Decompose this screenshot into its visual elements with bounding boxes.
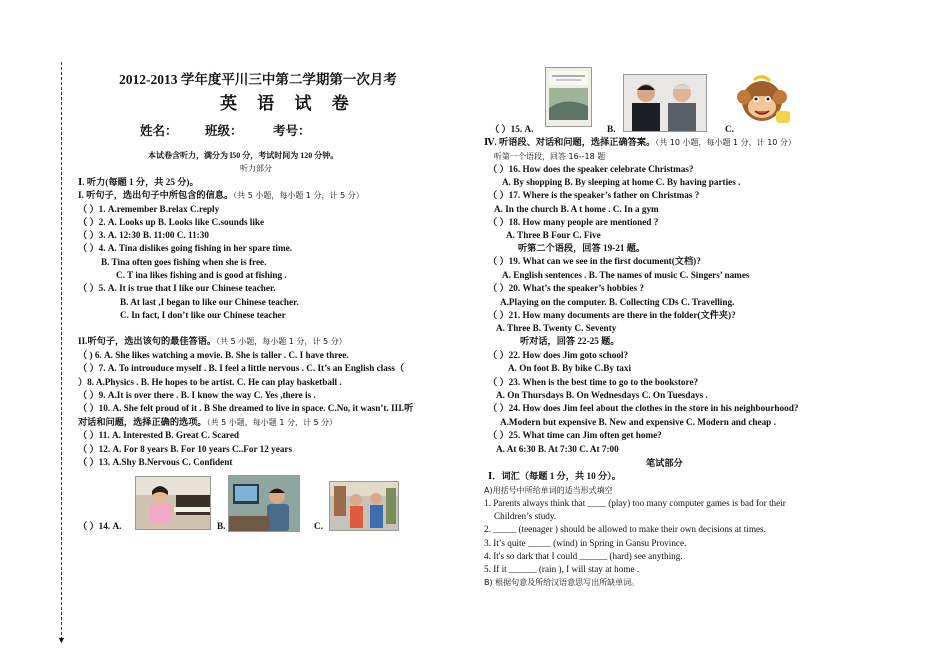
question-8: ）8. A.Physics . B. He hopes to be artist. C. He can play basketball . (78, 377, 342, 387)
question-25: （ ）25. What time can Jim often get home? (488, 430, 662, 440)
section4-points: （共 10 小题，每小题 1 分，计 10 分） (655, 138, 796, 147)
question-13: （ ）13. A.Shy B.Nervous C. Confident (78, 457, 233, 467)
exam-number-field: 考号： (273, 124, 311, 138)
question-18: （ ）18. How many people are mentioned ? (488, 217, 659, 227)
vocab-question-3: 3. It’s quite _____ (wind) in Spring in Gansu Province. (484, 538, 687, 548)
man-at-computer-image (228, 475, 300, 532)
question-17-options: A. In the church B. A t home . C. In a gym (494, 204, 659, 214)
question-5-option-c: C. In fact, I don’t like our Chinese teacher (120, 310, 286, 320)
question-12: （ ）12. A. For 8 years B. For 10 years C..For 12 years (78, 444, 293, 454)
vocab-part-b: B) 根据句意及所给汉语意思写出所缺单词。 (484, 578, 640, 587)
name-field: 姓名： (140, 124, 178, 138)
question-23: （ ）23. When is the best time to go to the bookstore? (488, 377, 699, 387)
class-field: 班级： (205, 124, 243, 138)
question-11: （ ）11. A. Interested B. Great C. Scared (78, 430, 240, 440)
question-6: （ ) 6. A. She likes watching a movie. B. She is taller . C. I have three. (78, 350, 349, 360)
part2-title (78, 336, 347, 347)
question-24-options: A.Modern but expensive B. New and expensive C. Modern and cheap . (500, 417, 776, 427)
binding-margin-line (61, 62, 62, 640)
question-18-options: A. Three B Four C. Five (506, 230, 601, 240)
girl-playing-piano-image (135, 476, 211, 530)
section4-intro-1: 听第一个语段，回答 16--18 题 (494, 152, 606, 161)
section4-title (484, 137, 796, 148)
question-16: （ ）16. How does the speaker celebrate Christmas? (488, 164, 694, 174)
music-cd-cover-image (545, 67, 592, 127)
part1-title (78, 190, 364, 201)
question-5-option-b: B. At last ,I began to like our Chinese teacher. (120, 297, 299, 307)
vocab-part-a: A)用括号中所给单词的适当形式填空 (484, 486, 613, 495)
question-20: （ ）20. What’s the speaker’s hobbies ? (488, 283, 644, 293)
part2-title-text: II.听句子，选出该句的最佳答语。 (78, 336, 217, 346)
question-4-option-c: C. T ina likes fishing and is good at fishing . (116, 270, 287, 280)
question-9: （ ）9. A.It is over there . B. I know the way C. Yes ,there is . (78, 390, 316, 400)
question-14: （ ）14. A. (78, 521, 122, 531)
part3-points: （共 5 小题，每小题 1 分，计 5 分） (206, 418, 338, 427)
question-10: （ ）10. A. She felt proud of it . B She dreamed to live in space. C.No, it wasn’t. III.听 (78, 403, 414, 413)
question-17: （ ）17. Where is the speaker’s father on Christmas ? (488, 190, 700, 200)
cartoon-monkey-image (736, 73, 794, 133)
question-24: （ ）24. How does Jim feel about the clothes in the store in his neighbourhood? (488, 403, 799, 413)
question-19: （ ）19. What can we see in the first document(文档)? (488, 256, 701, 266)
part2-points: （共 5 小题，每小题 1 分，计 5 分） (216, 337, 347, 346)
question-3: （ ）3. A. 12:30 B. 11:00 C. 11:30 (78, 230, 209, 240)
question-15-option-c: C. (725, 124, 734, 134)
part1-points: （共 5 小题，每小题 1 分，计 5 分） (233, 191, 364, 200)
question-1: （ ）1. A.remember B.relax C.reply (78, 204, 220, 214)
down-arrow-icon: ▼ (57, 635, 66, 645)
vocab-title: Ⅰ．词汇（每题 1 分，共 10 分）。 (488, 471, 621, 481)
students-in-store-image (329, 481, 399, 531)
question-5: （ ）5. A. It is true that I like our Chinese teacher. (78, 283, 276, 293)
written-part-label: 笔试部分 (646, 458, 683, 468)
section4-intro-3: 听对话，回答 22-25 题。 (520, 336, 620, 346)
question-4: （ ）4. A. Tina dislikes going fishing in her spare time. (78, 243, 292, 253)
question-14-option-c: C. (314, 521, 323, 531)
vocab-question-4: 4. It's so dark that I could ______ (hard) see anything. (484, 551, 683, 561)
question-22-options: A. On foot B. By bike C.By taxi (508, 363, 632, 373)
question-15: （ ）15. A. (490, 124, 534, 134)
exam-title: 2012-2013 学年度平川三中第二学期第一次月考 (119, 72, 397, 87)
question-21-options: A. Three B. Twenty C. Seventy (496, 323, 617, 333)
part3-title-text: 对话和问题，选择正确的选项。 (78, 417, 207, 427)
section4-title-text: Ⅳ. 听语段、对话和问题，选择正确答案。 (484, 137, 656, 147)
question-21: （ ）21. How many documents are there in the folder(文件夹)? (488, 310, 736, 320)
vocab-question-5: 5. If it ______ (rain ), I will stay at home . (484, 564, 640, 574)
question-23-options: A. On Thursdays B. On Wednesdays C. On Tuesdays . (496, 390, 708, 400)
question-15-option-b: B. (607, 124, 616, 134)
question-19-options: A. English sentences . B. The names of music C. Singers’ names (502, 270, 750, 280)
question-7: （ ）7. A. To introuduce myself . B. I feel a little nervous . C. It’s an English class（ (78, 363, 405, 373)
exam-subtitle: 英 语 试 卷 (220, 94, 357, 113)
question-16-options: A. By shopping B. By sleeping at home C. By having parties . (502, 177, 741, 187)
vocab-question-1: 1. Parents always think that ____ (play) too many computer games is bad for their (484, 498, 786, 508)
part1-title-text: I. 听句子，选出句子中所包含的信息。 (78, 190, 234, 200)
question-4-option-b: B. Tina often goes fishing when she is free. (101, 257, 267, 267)
question-22: （ ）22. How does Jim goto school? (488, 350, 629, 360)
part3-title (78, 417, 337, 428)
listening-part-label: 听力部分 (240, 164, 272, 173)
question-2: （ ）2. A. Looks up B. Looks like C.sounds like (78, 217, 265, 227)
exam-notice: 本试卷含听力，满分为 l50 分，考试时间为 120 分钟。 (148, 151, 339, 160)
vocab-question-1-cont: Children’s study. (494, 511, 557, 521)
question-14-option-b: B. (217, 521, 226, 531)
vocab-question-2: 2. _____ (teenager ) should be allowed to make their own decisions at times. (484, 524, 766, 534)
section1-heading: Ⅰ. 听力(每题 1 分，共 25 分)。 (78, 177, 199, 187)
section4-intro-2: 听第二个语段，回答 19-21 题。 (518, 243, 646, 253)
question-25-options: A. At 6:30 B. At 7:30 C. At 7:00 (496, 444, 619, 454)
two-men-portrait-image (623, 74, 707, 132)
question-20-options: A.Playing on the computer. B. Collecting CDs C. Travelling. (500, 297, 735, 307)
